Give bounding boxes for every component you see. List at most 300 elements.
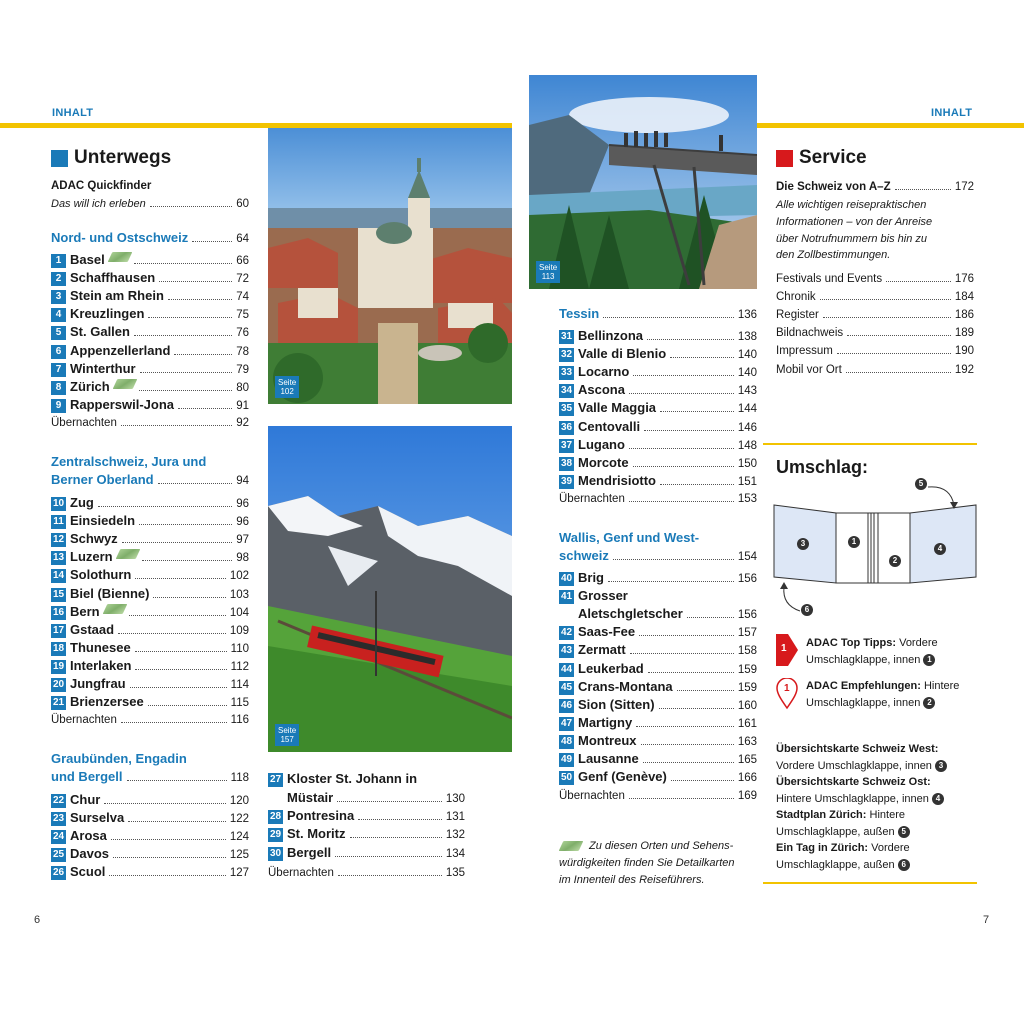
map-num-icon: 5 (898, 826, 910, 838)
toc-entry (559, 678, 757, 697)
page-number: 118 (230, 772, 249, 784)
photo-jungfraubahn (268, 426, 512, 752)
page-number: 131 (445, 811, 465, 823)
page-number: 112 (230, 660, 249, 673)
leader-dots (895, 189, 951, 190)
leader-dots (121, 722, 227, 723)
toc-entry (559, 472, 757, 491)
toc-entry (51, 548, 249, 567)
leader-dots (671, 780, 734, 781)
page-number: 110 (230, 642, 249, 655)
diagram-num-1: 1 (848, 536, 860, 548)
top-tipps-text: ADAC Top Tipps: Vordere Umschlagklappe, innen 1 (806, 637, 938, 666)
service-entry (776, 324, 974, 342)
entry-number-badge: 17 (52, 624, 65, 636)
entry-label: Locarno (578, 364, 630, 380)
page-number: 156 (737, 573, 757, 585)
entry-label: Saas-Fee (578, 624, 636, 640)
seite-badge: Seite 102 (275, 376, 299, 398)
page-number-left: 6 (34, 914, 41, 926)
service-entry (776, 288, 974, 306)
toc-entry (51, 675, 249, 694)
toc-entry (51, 585, 249, 604)
leader-dots (148, 317, 232, 318)
page-number: 98 (236, 552, 249, 565)
page-number: 140 (737, 367, 757, 380)
entry-label: Luzern (70, 549, 113, 565)
page-number: 160 (737, 699, 757, 712)
toc-entry (51, 251, 249, 270)
leader-dots (643, 762, 734, 763)
service-title-text: Service (799, 147, 867, 168)
entry-label: Jungfrau (70, 676, 126, 691)
entry-label: Kloster St. Johann in (287, 771, 418, 786)
page-number: 74 (236, 291, 249, 304)
entry-number-badge: 4 (51, 308, 66, 322)
toc-entry (559, 623, 757, 642)
leader-dots (670, 357, 734, 358)
toc-entry (559, 399, 757, 418)
page-number: 144 (737, 403, 757, 416)
leader-dots (121, 425, 232, 426)
map-entry-title: Übersichtskarte Schweiz Ost: (776, 776, 931, 788)
entry-number-badge: 24 (52, 831, 65, 843)
region-heading (51, 471, 249, 490)
red-square-icon (776, 150, 793, 167)
toc-entry (268, 770, 465, 788)
leader-dots (139, 524, 232, 525)
entry-number-badge: 13 (52, 552, 65, 564)
page-number: 189 (954, 327, 974, 340)
entry-number-badge: 26 (52, 867, 65, 879)
entry-number-badge: 33 (560, 367, 573, 379)
entry-label: Informationen – von der Anreise (776, 215, 933, 228)
entry-number-badge: 21 (52, 697, 65, 709)
page-number: 109 (229, 624, 249, 637)
leader-dots (886, 281, 951, 282)
page-number: 156 (737, 609, 757, 622)
header-rule-right (757, 123, 1024, 128)
page-number: 136 (737, 309, 757, 321)
toc-entry (51, 530, 249, 549)
leader-dots (113, 857, 226, 858)
entry-label: Brig (578, 570, 604, 585)
entry-label: Übernachten (559, 790, 625, 802)
detail-map-icon (112, 379, 137, 389)
entry-label: Sion (Sitten) (578, 696, 655, 712)
page-number: 103 (229, 588, 249, 601)
toc-entry (51, 269, 249, 288)
column-two-list (268, 770, 465, 890)
entry-label: Bern (70, 603, 100, 619)
toc-entry (559, 732, 757, 751)
page-number: 186 (954, 309, 974, 322)
page-number: 192 (954, 363, 974, 376)
page-number: 190 (954, 345, 974, 358)
overnight-entry (268, 864, 465, 882)
entry-label: Leukerbad (578, 660, 644, 676)
service-description-line (776, 213, 974, 231)
page-number: 184 (954, 291, 974, 304)
entry-label: Schwyz (70, 531, 118, 547)
entry-number-badge: 40 (560, 573, 573, 584)
entry-label: Chur (70, 792, 101, 807)
leader-dots (846, 372, 951, 373)
leader-dots (633, 466, 734, 467)
entry-label: Übernachten (51, 417, 117, 429)
page-number: 151 (737, 475, 757, 488)
toc-entry (559, 587, 757, 605)
entry-label: Biel (Bienne) (70, 585, 150, 601)
entry-label: Appenzellerland (70, 342, 171, 358)
leader-dots (174, 354, 232, 355)
leader-dots (159, 281, 232, 282)
entry-number-badge: 46 (560, 699, 573, 711)
entry-number-badge: 8 (51, 381, 66, 395)
page-number: 165 (737, 754, 757, 766)
toc-entry (51, 621, 249, 640)
detail-map-icon (102, 604, 127, 614)
leader-dots (148, 705, 227, 706)
entry-label: Winterthur (70, 360, 136, 376)
entry-number-badge: 41 (560, 591, 573, 603)
entry-label: Das will ich erleben (51, 198, 146, 210)
entry-label: Bergell (287, 844, 332, 860)
leader-dots (158, 483, 233, 484)
entry-label: Stein am Rhein (70, 288, 164, 304)
leader-dots (139, 390, 232, 391)
leader-dots (659, 708, 734, 709)
entry-label: Valle Maggia (578, 400, 657, 416)
service-column (776, 148, 974, 388)
leader-dots (338, 875, 442, 876)
entry-number-badge: 50 (560, 772, 573, 784)
detail-map-icon (107, 252, 132, 262)
leader-dots (613, 559, 734, 560)
leader-dots (140, 372, 233, 373)
unterwegs-column (51, 148, 249, 888)
leader-dots (660, 484, 734, 485)
page-number: 96 (236, 516, 249, 529)
entry-number-badge: 45 (560, 681, 573, 693)
leader-dots (660, 411, 734, 412)
entry-label: Register (776, 309, 819, 322)
map-num-icon: 4 (932, 793, 944, 805)
overnight-entry (559, 490, 757, 508)
entry-label: Interlaken (70, 657, 132, 673)
umschlag-diagram (770, 475, 980, 620)
entry-number-badge: 14 (52, 570, 65, 582)
page-number: 104 (229, 606, 249, 619)
entry-number-badge: 35 (560, 403, 573, 415)
page-number: 122 (229, 813, 249, 826)
toc-entry (51, 323, 249, 342)
detail-map-icon (115, 549, 140, 559)
toc-entry (51, 512, 249, 531)
diagram-num-6: 6 (801, 604, 813, 616)
leader-dots (130, 687, 227, 688)
leader-dots (168, 299, 232, 300)
entry-label: Graubünden, Engadin (51, 751, 187, 766)
map-num-icon: 3 (935, 760, 947, 772)
toc-entry (51, 342, 249, 361)
entry-label: Kreuzlingen (70, 306, 145, 322)
entry-number-badge: 47 (560, 717, 573, 729)
entry-label: Übernachten (559, 493, 625, 505)
entry-number-badge: 6 (51, 345, 66, 359)
leader-dots (135, 651, 227, 652)
leader-dots (608, 581, 734, 582)
leader-dots (150, 206, 232, 207)
entry-number-badge: 37 (560, 439, 573, 451)
leader-dots (847, 335, 951, 336)
toc-entry (559, 436, 757, 455)
service-main-entry (776, 178, 974, 196)
entry-label: Solothurn (70, 567, 132, 583)
entry-number-badge: 15 (52, 588, 65, 600)
page-number: 143 (737, 385, 757, 398)
page-number: 159 (737, 663, 757, 676)
entry-label: und Bergell (51, 769, 123, 784)
region-heading (51, 453, 249, 471)
page-number: 120 (229, 795, 249, 807)
leader-dots (109, 875, 225, 876)
entry-label: Bellinzona (578, 328, 644, 343)
entry-number-badge: 2 (51, 272, 66, 286)
toc-entry (51, 827, 249, 846)
map-entry-location: Hintere Umschlagklappe, innen 4 (776, 791, 976, 808)
entry-number-badge: 44 (560, 663, 573, 675)
leader-dots (358, 819, 442, 820)
entry-label: Crans-Montana (578, 678, 673, 694)
entry-label: Pontresina (287, 808, 355, 823)
leader-dots (639, 635, 734, 636)
toc-entry (559, 768, 757, 787)
page-number: 92 (236, 417, 249, 429)
page-number: 138 (737, 331, 757, 343)
page-number: 176 (954, 273, 974, 285)
entry-number-badge: 16 (52, 606, 65, 618)
leader-dots (636, 726, 734, 727)
map-entry-location: Umschlagklappe, außen 6 (776, 857, 976, 874)
entry-number-badge: 27 (269, 774, 282, 785)
page-number: 161 (737, 717, 757, 730)
leader-dots (111, 839, 226, 840)
entry-label: Die Schweiz von A–Z (776, 181, 891, 193)
detail-map-note (559, 838, 759, 889)
leader-dots (178, 408, 232, 409)
toc-entry-cont (268, 789, 465, 808)
entry-label: Aletschgletscher (578, 606, 683, 622)
map-entry-title: Übersichtskarte Schweiz West: (776, 743, 939, 755)
entry-number-badge: 38 (560, 457, 573, 469)
toc-entry (559, 454, 757, 473)
entry-number-badge: 36 (560, 421, 573, 433)
toc-entry (51, 305, 249, 324)
toc-entry (51, 378, 249, 397)
entry-number-badge: 18 (52, 642, 65, 654)
entry-label: den Zollbestimmungen. (776, 249, 891, 262)
toc-entry (51, 657, 249, 676)
region-heading (51, 229, 249, 248)
entry-label: Festivals und Events (776, 273, 883, 285)
leader-dots (677, 690, 734, 691)
toc-entry (51, 863, 249, 882)
toc-entry (51, 845, 249, 864)
entry-number-badge: 11 (51, 515, 66, 529)
toc-entry (559, 381, 757, 400)
entry-number-badge: 23 (52, 813, 65, 825)
empfehlungen-icon: 1 (776, 678, 798, 710)
entry-number-badge: 25 (52, 849, 65, 861)
entry-number-badge: 34 (560, 385, 573, 397)
page-number: 146 (737, 421, 757, 434)
toc-entry (51, 791, 249, 810)
entry-label: Surselva (70, 810, 125, 826)
toc-entry (559, 418, 757, 437)
leader-dots (134, 263, 233, 264)
seite-badge: Seite 113 (536, 261, 560, 283)
map-entry-title: Ein Tag in Zürich: Vordere (776, 842, 910, 854)
entry-label: Arosa (70, 828, 107, 844)
entry-label: über Notrufnummern bis hin zu (776, 232, 928, 245)
service-entry (776, 270, 974, 288)
entry-label: Zentralschweiz, Jura und (51, 454, 207, 469)
page-number: 60 (236, 198, 249, 210)
entry-label: Müstair (287, 790, 334, 805)
leader-dots (142, 560, 233, 561)
quickfinder-entry (51, 195, 249, 213)
service-description-line (776, 196, 974, 214)
entry-label: Valle di Blenio (578, 346, 667, 362)
entry-label: ADAC Quickfinder (51, 180, 152, 192)
page-number: 102 (229, 570, 249, 583)
entry-label: Rapperswil-Jona (70, 396, 175, 412)
diagram-num-2: 2 (889, 555, 901, 567)
page-number: 79 (236, 363, 249, 376)
entry-label: Thunesee (70, 639, 131, 655)
region-heading (559, 529, 757, 547)
leader-dots (104, 803, 225, 804)
entry-number-badge: 1 (51, 254, 66, 268)
entry-label: St. Gallen (70, 324, 130, 340)
top-tipps-icon: 1 (776, 634, 798, 666)
toc-entry (268, 825, 465, 844)
entry-label: Genf (Genève) (578, 769, 667, 785)
entry-label: Zermatt (578, 642, 626, 658)
toc-entry (559, 641, 757, 660)
region-heading (51, 750, 249, 768)
entry-label: Berner Oberland (51, 472, 154, 487)
toc-entry (51, 566, 249, 585)
page-number: 169 (737, 790, 757, 802)
unterwegs-title-text: Unterwegs (74, 147, 172, 168)
page-number: 75 (236, 309, 249, 322)
map-entry-title: Stadtplan Zürich: Hintere (776, 809, 905, 821)
entry-number-badge: 32 (560, 349, 573, 361)
entry-label: Grosser (578, 588, 628, 604)
entry-number-badge: 29 (269, 829, 282, 841)
toc-entry (559, 345, 757, 364)
leader-dots (837, 353, 951, 354)
entry-label: Tessin (559, 306, 600, 321)
leader-dots (648, 672, 734, 673)
seite-badge: Seite 157 (275, 724, 299, 746)
entry-label: Scuol (70, 864, 106, 880)
page-number: 135 (445, 867, 465, 879)
entry-number-badge: 42 (560, 627, 573, 639)
entry-number-badge: 48 (560, 735, 573, 747)
unterwegs-title (51, 148, 171, 168)
overnight-entry (51, 414, 249, 432)
toc-entry (559, 569, 757, 588)
entry-number-badge: 20 (52, 679, 65, 690)
entry-number-badge: 30 (269, 847, 282, 859)
leader-dots (153, 597, 225, 598)
page-number: 134 (445, 847, 465, 860)
page-number: 96 (236, 498, 249, 510)
umschlag-rule-bottom (763, 882, 977, 884)
entry-label: St. Moritz (287, 826, 346, 842)
entry-number-badge: 28 (269, 811, 282, 822)
page-number: 94 (236, 475, 249, 487)
entry-number-badge: 7 (51, 363, 66, 377)
leader-dots (122, 542, 233, 543)
leader-dots (135, 578, 225, 579)
leader-dots (135, 669, 226, 670)
toc-entry (51, 693, 249, 712)
entry-label: Martigny (578, 714, 633, 730)
map-entry-location: Umschlagklappe, außen 5 (776, 824, 976, 841)
toc-entry (559, 696, 757, 715)
entry-label: Zug (70, 495, 94, 510)
toc-entry (268, 807, 465, 826)
entry-label: Wallis, Genf und West- (559, 530, 700, 545)
page-number: 78 (236, 345, 249, 358)
map-entry-location: Vordere Umschlagklappe, innen 3 (776, 758, 976, 775)
leader-dots (127, 780, 227, 781)
page-number: 124 (229, 831, 249, 844)
service-description-line (776, 246, 974, 264)
diagram-num-5: 5 (915, 478, 927, 490)
page-number: 125 (229, 849, 249, 862)
toc-entry (559, 363, 757, 382)
page-number: 132 (445, 829, 465, 842)
page-number: 80 (236, 381, 249, 394)
page-number-right: 7 (983, 914, 990, 926)
page-number: 153 (737, 493, 757, 505)
entry-label: Mobil vor Ort (776, 363, 842, 376)
leader-dots (647, 339, 734, 340)
toc-entry-cont (559, 605, 757, 624)
entry-number-badge: 49 (560, 754, 573, 765)
region-heading (559, 305, 757, 324)
page-number: 159 (737, 681, 757, 694)
toc-entry (559, 660, 757, 679)
note-line: würdigkeiten finden Sie Detailkarten (559, 857, 735, 869)
num-1-icon: 1 (923, 654, 935, 666)
page-number: 154 (737, 551, 757, 563)
leader-dots (629, 448, 734, 449)
overnight-entry (51, 711, 249, 729)
entry-label: schweiz (559, 548, 609, 563)
entry-label: Nord- und Ostschweiz (51, 230, 189, 245)
leader-dots (687, 617, 734, 618)
leader-dots (192, 241, 232, 242)
page-number: 157 (737, 627, 757, 640)
num-2-icon: 2 (923, 697, 935, 709)
toc-entry (51, 809, 249, 828)
